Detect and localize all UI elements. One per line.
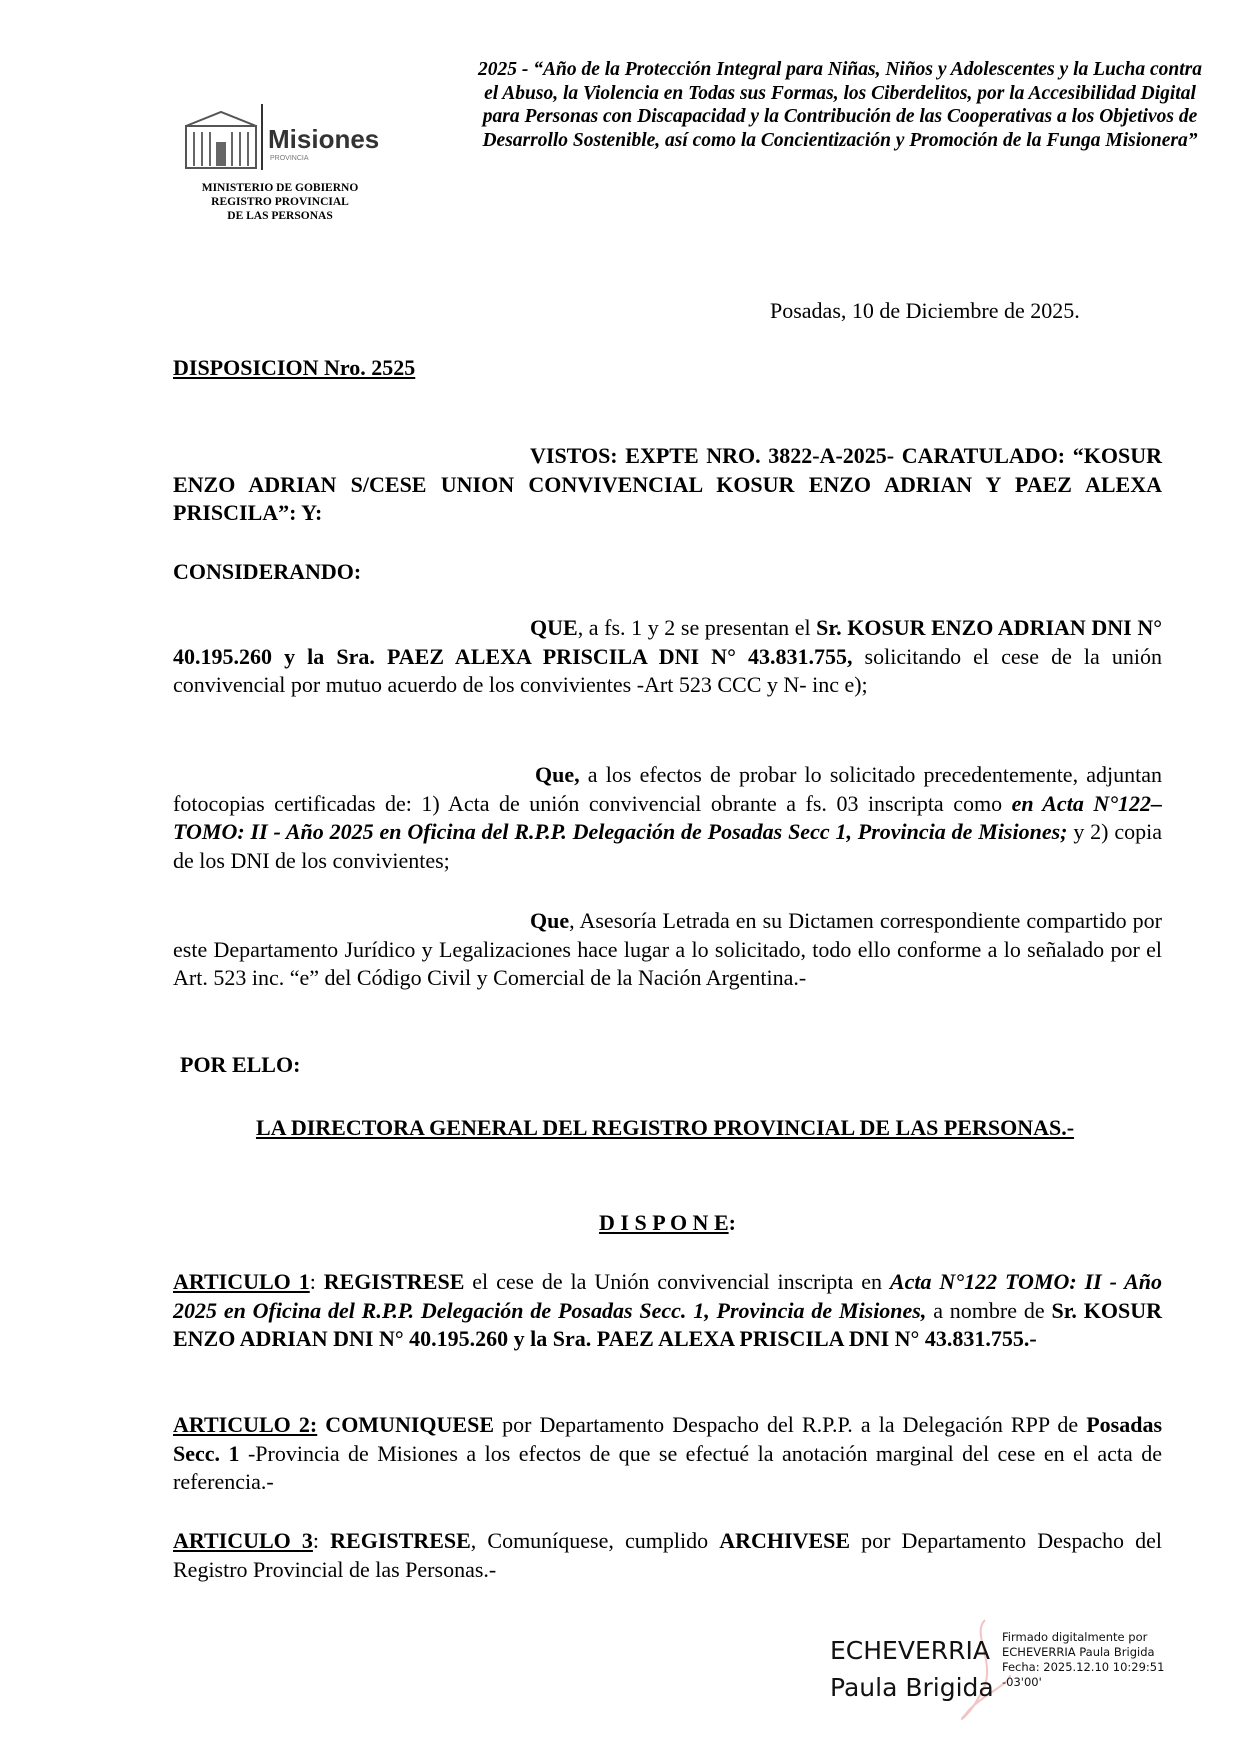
signer-surname: ECHEVERRIA (830, 1636, 990, 1665)
logo-name: Misiones (268, 124, 380, 154)
signature-info-line: -03'00' (1002, 1675, 1042, 1689)
articulo-3: ARTICULO 3: REGISTRESE, Comuníquese, cumplido ARCHIVESE por Departamento Despacho del Registro Provincial de las Personas.- (173, 1528, 1163, 1582)
signature-info-line: Fecha: 2025.12.10 10:29:51 (1002, 1660, 1165, 1674)
ministry-line: DE LAS PERSONAS (227, 210, 333, 222)
document-title: DISPOSICION Nro. 2525 (173, 355, 416, 380)
signature-info-line: Firmado digitalmente por (1002, 1630, 1148, 1644)
por-ello-heading: POR ELLO: (180, 1052, 301, 1077)
year-motto: 2025 - “Año de la Protección Integral para Niñas, Niños y Adolescentes y la Lucha contra el Abuso, la Violencia en Todas sus Formas, los Ciberdelitos, por la Accesibilidad Digital para Personas con Discapacidad y la Contribución de las Cooperativas a los Objetivos de Desarrollo Sostenible, así como la Concientización y Promoción de la Funga Misionera” (477, 59, 1203, 151)
ministry-line: MINISTERIO DE GOBIERNO (201, 182, 359, 194)
signer-given-name: Paula Brigida (830, 1673, 994, 1702)
logo-subtitle: PROVINCIA (270, 155, 309, 162)
signature-info-line: ECHEVERRIA Paula Brigida (1002, 1645, 1155, 1659)
digital-signature-name (830, 1632, 994, 1706)
considerando-paragraph-1: QUE, a fs. 1 y 2 se presentan el Sr. KOSUR ENZO ADRIAN DNI N° 40.195.260 y la Sra. PAEZ ALEXA PRISCILA DNI N° 43.831.755, solicitando el cese de la unión convivencial por mutuo acuerdo de los convivientes -Art 523 CCC y N- inc e); (173, 615, 1163, 697)
articulo-1: ARTICULO 1: REGISTRESE el cese de la Unión convivencial inscripta en Acta N°122 TOMO: II - Año 2025 en Oficina del R.P.P. Delegación de Posadas Secc. 1, Provincia de Misiones, a nombre de Sr. KOSUR ENZO ADRIAN DNI N° 40.195.260 y la Sra. PAEZ ALEXA PRISCILA DNI N° 43.831.755.- (173, 1269, 1163, 1351)
vistos-paragraph: VISTOS: EXPTE NRO. 3822-A-2025- CARATULADO: “KOSUR ENZO ADRIAN S/CESE UNION CONVIVENCIAL KOSUR ENZO ADRIAN Y PAEZ ALEXA PRISCILA”: Y: (173, 443, 1162, 525)
digital-signature-info (1002, 1630, 1164, 1690)
considerando-paragraph-2: Que, a los efectos de probar lo solicitado precedentemente, adjuntan fotocopias certificadas de: 1) Acta de unión convivencial obrante a fs. 03 inscripta como en Acta N°122– TOMO: II - Año 2025 en Oficina del R.P.P. Delegación de Posadas Secc 1, Provincia de Misiones; y 2) copia de los DNI de los convivientes; (173, 762, 1162, 873)
directora-heading: LA DIRECTORA GENERAL DEL REGISTRO PROVINCIAL DE LAS PERSONAS.- (255, 1115, 1075, 1140)
considerando-heading: CONSIDERANDO: (173, 559, 362, 584)
dispone-heading: D I S P O N E: (599, 1210, 736, 1235)
articulo-2: ARTICULO 2: COMUNIQUESE por Departamento Despacho del R.P.P. a la Delegación RPP de Posadas Secc. 1 -Provincia de Misiones a los efectos de que se efectué la anotación marginal del cese en el acta de referencia.- (173, 1412, 1163, 1494)
considerando-paragraph-3: Que, Asesoría Letrada en su Dictamen correspondiente compartido por este Departamento Jurídico y Legalizaciones hace lugar a lo solicitado, todo ello conforme a lo señalado por el Art. 523 inc. “e” del Código Civil y Comercial de la Nación Argentina.- (173, 908, 1162, 990)
ministry-heading (160, 181, 400, 223)
ministry-line: REGISTRO PROVINCIAL (211, 196, 349, 208)
document-date: Posadas, 10 de Diciembre de 2025. (770, 298, 1080, 323)
